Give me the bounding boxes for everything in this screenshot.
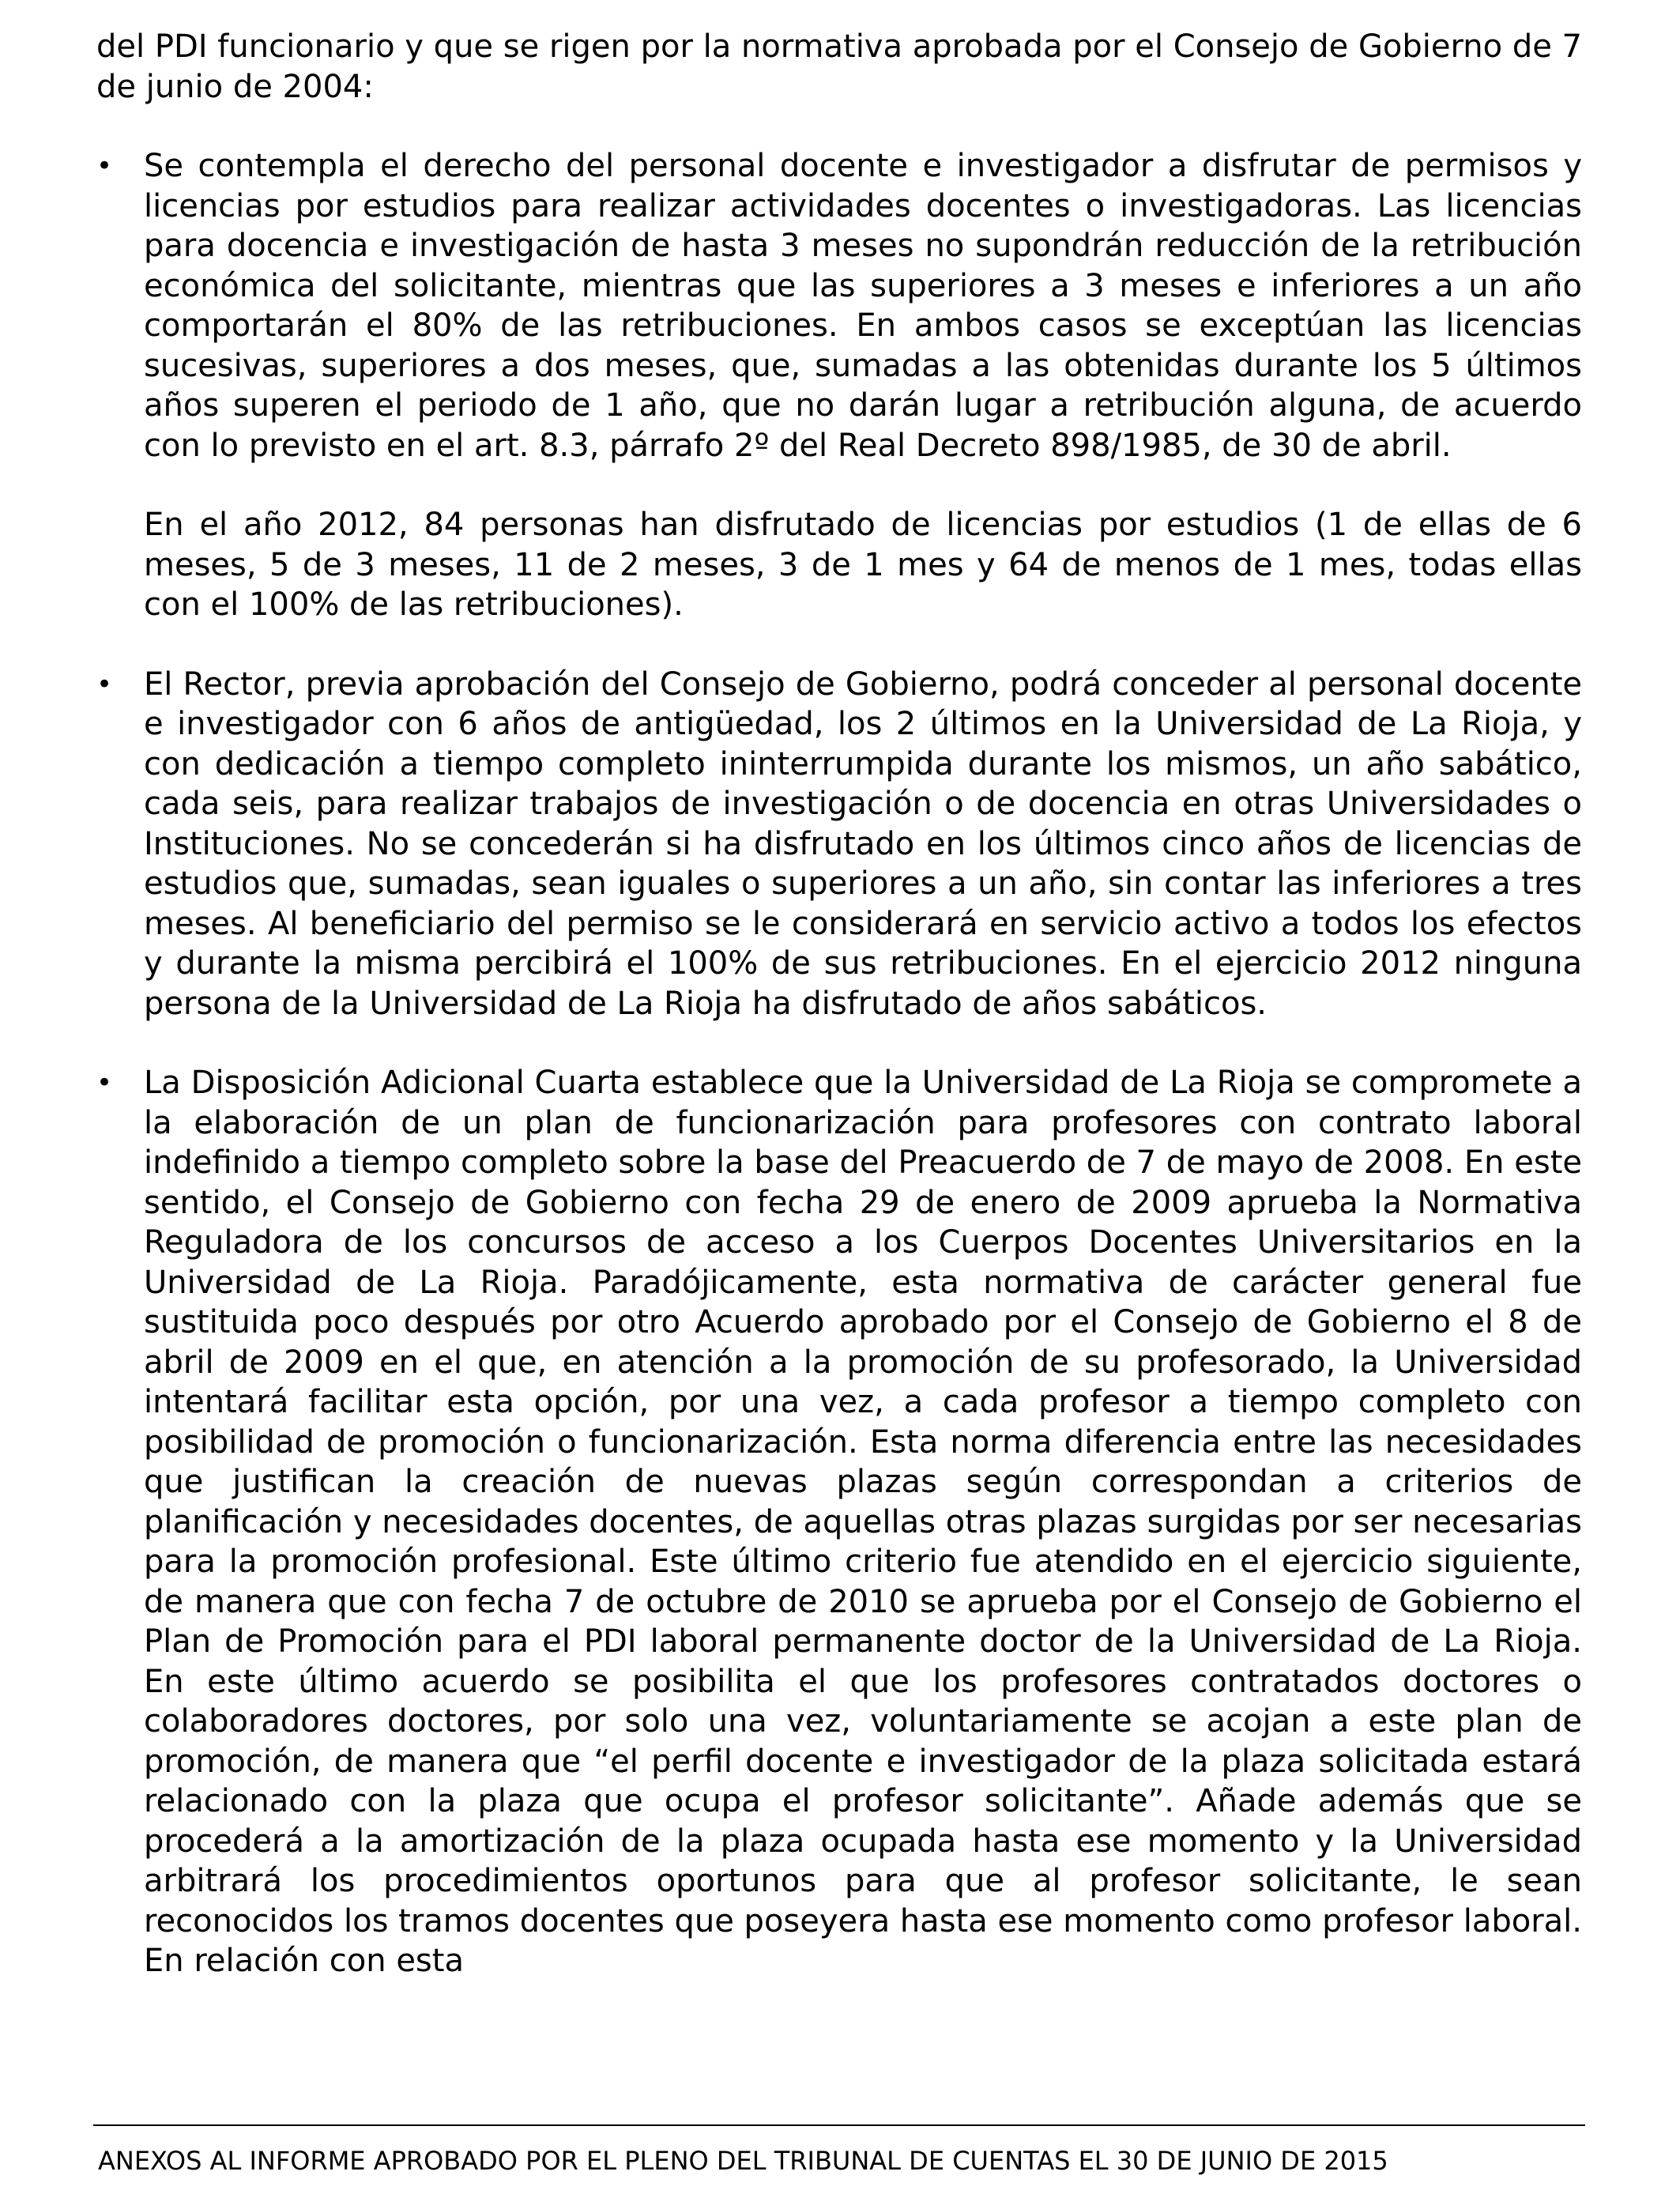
bullet-item-disposicion-adicional	[96, 1063, 1582, 1981]
document-body	[96, 27, 1582, 2021]
intro-paragraph: del PDI funcionario y que se rigen por la normativa aprobada por el Consejo de Gobierno de 7 de junio de 2004:	[96, 28, 1582, 105]
bullet-icon: •	[96, 668, 113, 700]
bullet-item-ano-sabatico	[96, 665, 1582, 1024]
page-footer: ANEXOS AL INFORME APROBADO POR EL PLENO DEL TRIBUNAL DE CUENTAS EL 30 DE JUNIO DE 2015	[98, 2146, 1388, 2176]
bullet-icon: •	[96, 1067, 113, 1099]
footer-divider	[93, 2124, 1585, 2126]
paragraph-licencias-estudios: Se contempla el derecho del personal docente e investigador a disfrutar de permisos y licencias por estudios para realizar actividades docentes o investigadoras. Las licencias para docencia e investigación de hasta 3 meses no supondrán reducción de la retribución económica del solicitante, mientras que las superiores a 3 meses e inferiores a un año comportarán el 80% de las retribuciones. En ambos casos se exceptúan las licencias sucesivas, superiores a dos meses, que, sumadas a las obtenidas durante los 5 últimos años superen el periodo de 1 año, que no darán lugar a retribución alguna, de acuerdo con lo previsto en el art. 8.3, párrafo 2º del Real Decreto 898/1985, de 30 de abril.	[144, 148, 1582, 464]
paragraph-ano-sabatico: El Rector, previa aprobación del Consejo de Gobierno, podrá conceder al personal docente e investigador con 6 años de antigüedad, los 2 últimos en la Universidad de La Rioja, y con dedicación a tiempo completo ininterrumpida durante los mismos, un año sabático, cada seis, para realizar trabajos de investigación o de docencia en otras Universidades o Instituciones. No se concederán si ha disfrutado en los últimos cinco años de licencias de estudios que, sumadas, sean iguales o superiores a un año, sin contar las inferiores a tres meses. Al beneficiario del permiso se le considerará en servicio activo a todos los efectos y durante la misma percibirá el 100% de sus retribuciones. En el ejercicio 2012 ninguna persona de la Universidad de La Rioja ha disfrutado de años sabáticos.	[144, 665, 1582, 1022]
paragraph-disposicion-adicional-cuarta: La Disposición Adicional Cuarta establece que la Universidad de La Rioja se compromete a la elaboración de un plan de funcionarización para profesores con contrato laboral indefinido a tiempo completo sobre la base del Preacuerdo de 7 de mayo de 2008. En este sentido, el Consejo de Gobierno con fecha 29 de enero de 2009 aprueba la Normativa Reguladora de los concursos de acceso a los Cuerpos Docentes Universitarios en la Universidad de La Rioja. Paradójicamente, esta normativa de carácter general fue sustituida poco después por otro Acuerdo aprobado por el Consejo de Gobierno el 8 de abril de 2009 en el que, en atención a la promoción de su profesorado, la Universidad intentará facilitar esta opción, por una vez, a cada profesor a tiempo completo con posibilidad de promoción o funcionarización. Esta norma diferencia entre las necesidades que justifican la creación de nuevas plazas según correspondan a criterios de planificación y necesidades docentes, de aquellas otras plazas surgidas por ser necesarias para la promoción profesional. Este último criterio fue atendido en el ejercicio siguiente, de manera que con fecha 7 de octubre de 2010 se aprueba por el Consejo de Gobierno el Plan de Promoción para el PDI laboral permanente doctor de la Universidad de La Rioja. En este último acuerdo se posibilita el que los profesores contratados doctores o colaboradores doctores, por solo una vez, voluntariamente se acojan a este plan de promoción, de manera que “el perfil docente e investigador de la plaza solicitada estará relacionado con la plaza que ocupa el profesor solicitante”. Añade además que se procederá a la amortización de la plaza ocupada hasta ese momento y la Universidad arbitrará los procedimientos oportunos para que al profesor solicitante, le sean reconocidos los tramos docentes que poseyera hasta ese momento como profesor laboral. En relación con esta	[144, 1065, 1582, 1979]
paragraph-licencias-2012: En el año 2012, 84 personas han disfrutado de licencias por estudios (1 de ellas de 6 meses, 5 de 3 meses, 11 de 2 meses, 3 de 1 mes y 64 de menos de 1 mes, todas ellas con el 100% de las retribuciones).	[144, 507, 1582, 623]
bullet-list	[96, 146, 1582, 1981]
bullet-icon: •	[96, 150, 113, 182]
bullet-item-permisos-licencias	[96, 146, 1582, 625]
